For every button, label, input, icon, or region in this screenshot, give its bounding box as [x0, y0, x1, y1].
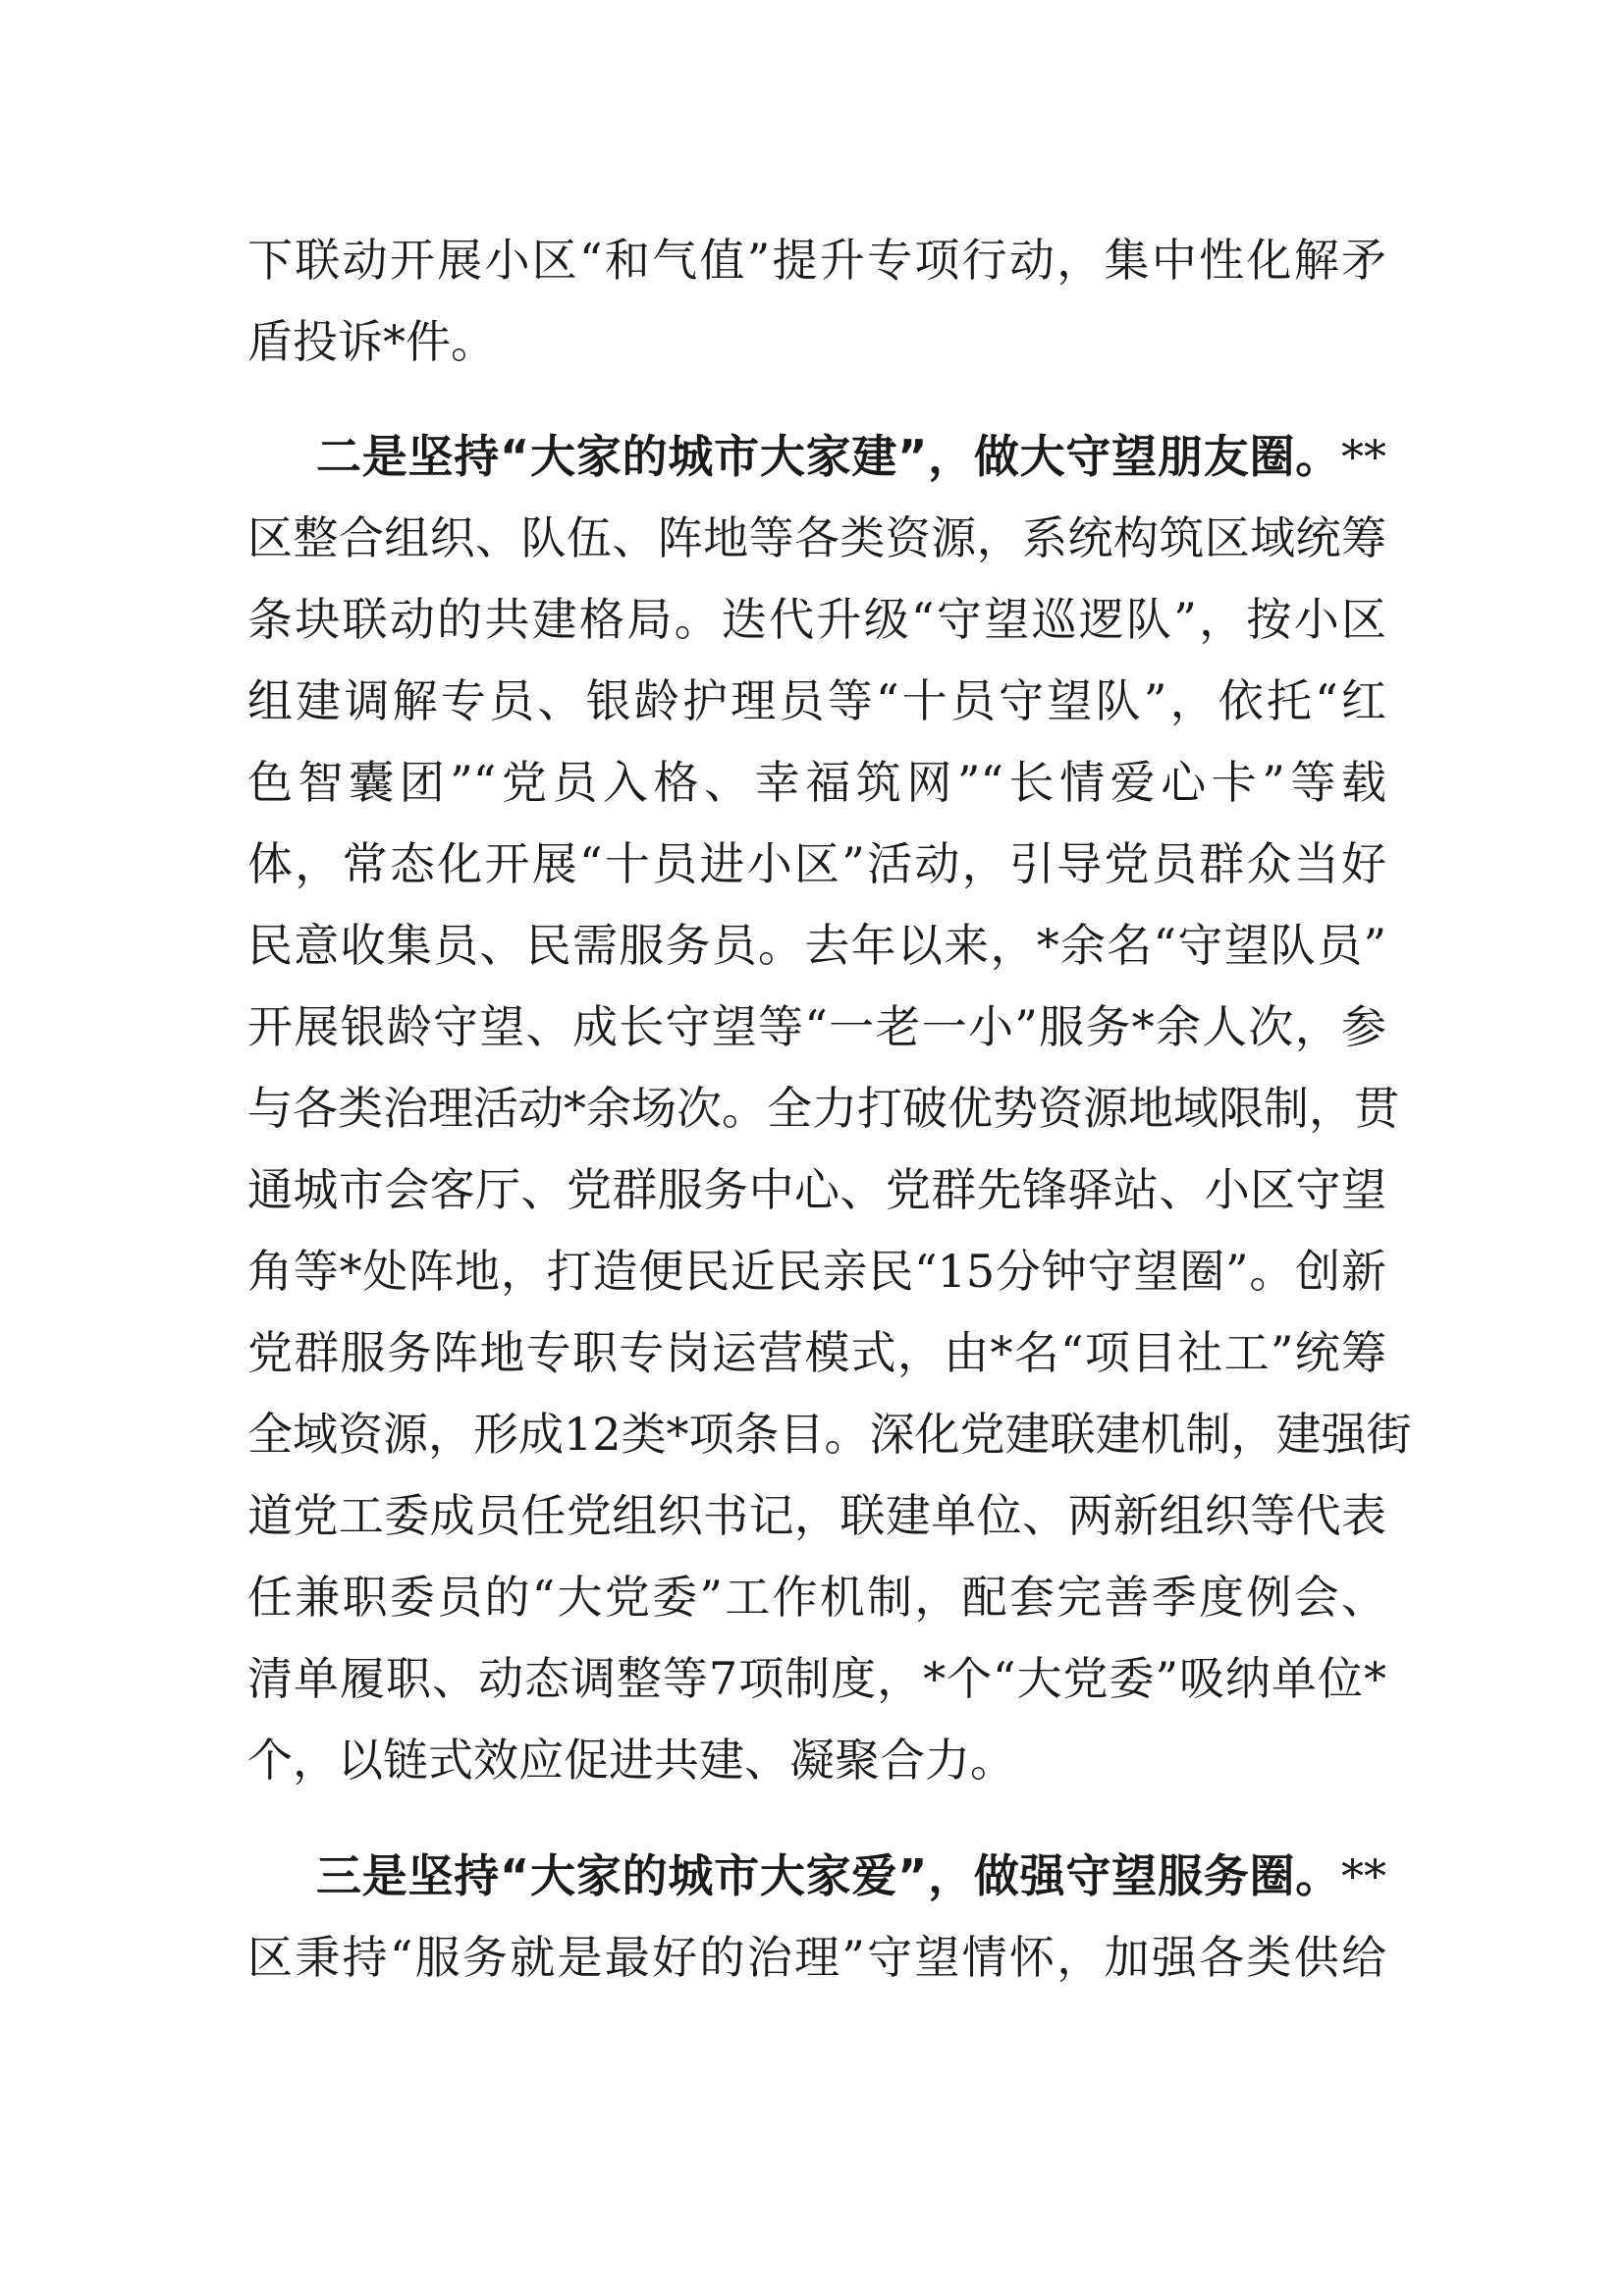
paragraph-2-line-10: 通城市会客厅、党群服务中心、党群先锋驿站、小区守望 — [247, 1163, 1386, 1216]
paragraph-2-line-11: 角等*处阵地，打造便民近民亲民“15分钟守望圈”。创新 — [247, 1245, 1386, 1298]
paragraph-2-line-12: 党群服务阵地专职专岗运营模式，由*名“项目社工”统筹 — [247, 1326, 1386, 1379]
paragraph-1-line-2: 盾投诉*件。 — [247, 315, 496, 368]
paragraph-2-heading-line — [247, 422, 1386, 491]
paragraph-2-line-16: 清单履职、动态调整等7项制度，*个“大党委”吸纳单位* — [247, 1652, 1386, 1705]
paragraph-2-line-17: 个，以链式效应促进共建、凝聚合力。 — [247, 1734, 1015, 1787]
paragraph-2-heading-tail: ** — [1341, 430, 1386, 483]
paragraph-3-heading: 三是坚持“大家的城市大家爱”，做强守望服务圈。 — [316, 1849, 1341, 1902]
paragraph-2-line-13: 全域资源，形成12类*项条目。深化党建联建机制，建强街 — [247, 1408, 1412, 1461]
paragraph-2-line-7: 民意收集员、民需服务员。去年以来，*余名“守望队员” — [247, 919, 1386, 972]
paragraph-3-line-2: 区秉持“服务就是最好的治理”守望情怀，加强各类供给 — [247, 1931, 1386, 1984]
paragraph-2-heading: 二是坚持“大家的城市大家建”，做大守望朋友圈。 — [316, 430, 1341, 483]
paragraph-2-line-15: 任兼职委员的“大党委”工作机制，配套完善季度例会、 — [247, 1571, 1386, 1624]
paragraph-2-line-8: 开展银龄守望、成长守望等“一老一小”服务*余人次，参 — [247, 1000, 1386, 1053]
paragraph-2-line-3: 条块联动的共建格局。迭代升级“守望巡逻队”，按小区 — [247, 593, 1386, 646]
paragraph-2-line-2: 区整合组织、队伍、阵地等各类资源，系统构筑区域统筹 — [247, 511, 1386, 564]
paragraph-2-line-4: 组建调解专员、银龄护理员等“十员守望队”，依托“红 — [247, 674, 1386, 727]
paragraph-3-heading-line — [247, 1842, 1386, 1910]
paragraph-2-line-5: 色智囊团”“党员入格、幸福筑网”“长情爱心卡”等载 — [247, 756, 1386, 809]
paragraph-2-line-9: 与各类治理活动*余场次。全力打破优势资源地域限制，贯 — [247, 1082, 1399, 1135]
paragraph-2-line-14: 道党工委成员任党组织书记，联建单位、两新组织等代表 — [247, 1489, 1386, 1542]
paragraph-2-line-6: 体，常态化开展“十员进小区”活动，引导党员群众当好 — [247, 837, 1386, 890]
paragraph-1-line-1: 下联动开展小区“和气值”提升专项行动，集中性化解矛 — [247, 234, 1386, 287]
paragraph-3-heading-tail: ** — [1341, 1849, 1386, 1902]
